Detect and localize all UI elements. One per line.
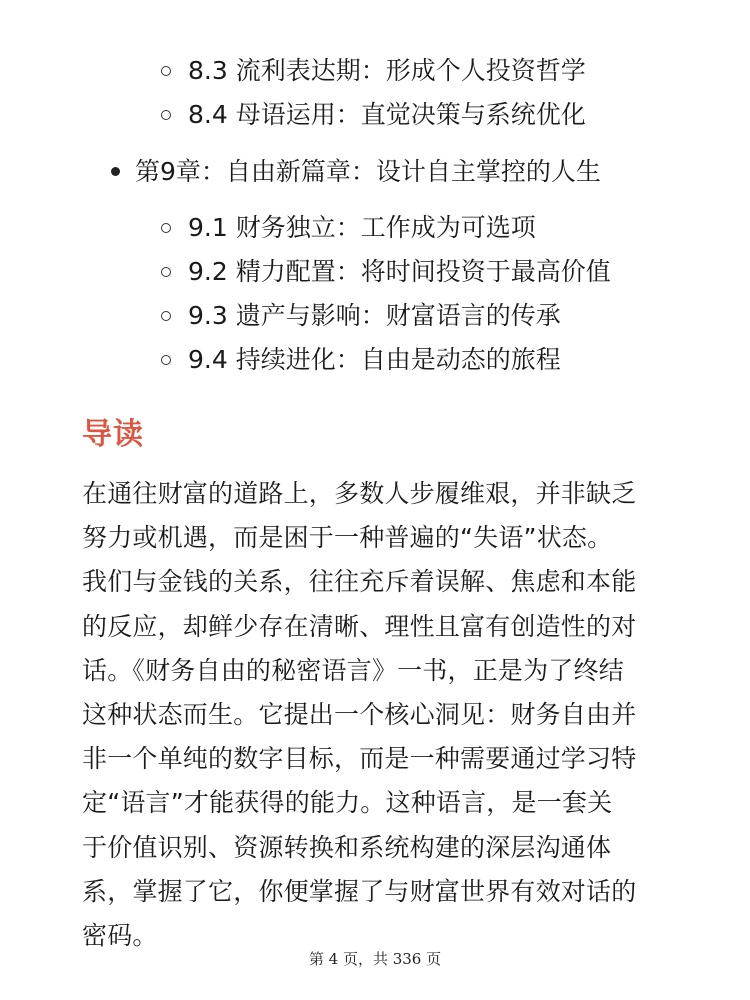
toc-chapter-9 — [135, 150, 601, 194]
paragraph-line: 努力或机遇，而是困于一种普遍的“失语”状态。 — [82, 523, 613, 553]
toc-item-label: 9.1 财务独立：工作成为可选项 — [188, 213, 536, 242]
hollow-bullet-icon — [161, 311, 171, 321]
toc-chapter-label: 第9章：自由新篇章：设计自主掌控的人生 — [135, 157, 601, 186]
paragraph-line: 话。《财务自由的秘密语言》一书，正是为了终结 — [82, 655, 624, 685]
toc-item-label: 9.4 持续进化：自由是动态的旅程 — [188, 345, 561, 374]
toc-item-label: 8.4 母语运用：直觉决策与系统优化 — [188, 100, 586, 129]
toc-item-9-4 — [188, 338, 561, 382]
paragraph-line: 于价值识别、资源转换和系统构建的深层沟通体 — [82, 832, 612, 862]
toc-item-label: 8.3 流利表达期：形成个人投资哲学 — [188, 56, 586, 85]
body-paragraph — [82, 472, 682, 958]
toc-item-9-2 — [188, 250, 611, 294]
toc-item-8-4 — [188, 93, 586, 137]
hollow-bullet-icon — [161, 267, 171, 277]
toc-item-9-3 — [188, 294, 561, 338]
hollow-bullet-icon — [161, 355, 171, 365]
paragraph-line: 密码。 — [82, 921, 158, 951]
hollow-bullet-icon — [161, 223, 171, 233]
paragraph-line: 定“语言”才能获得的能力。这种语言，是一套关 — [82, 788, 613, 818]
paragraph-line: 系，掌握了它，你便掌握了与财富世界有效对话的 — [82, 876, 637, 906]
paragraph-line: 的反应，却鲜少存在清晰、理性且富有创造性的对 — [82, 611, 637, 641]
filled-bullet-icon — [111, 167, 120, 176]
paragraph-line: 这种状态而生。它提出一个核心洞见：财务自由并 — [82, 700, 637, 730]
paragraph-line: 非一个单纯的数字目标，而是一种需要通过学习特 — [82, 744, 637, 774]
toc-item-9-1 — [188, 206, 536, 250]
hollow-bullet-icon — [161, 66, 171, 76]
toc-item-label: 9.2 精力配置：将时间投资于最高价值 — [188, 257, 611, 286]
section-heading: 导读 — [82, 417, 144, 452]
page-number-footer: 第 4 页，共 336 页 — [308, 950, 442, 968]
toc-item-label: 9.3 遗产与影响：财富语言的传承 — [188, 301, 561, 330]
hollow-bullet-icon — [161, 110, 171, 120]
toc-item-8-3 — [188, 49, 586, 93]
paragraph-line: 在通往财富的道路上，多数人步履维艰，并非缺乏 — [82, 479, 637, 508]
paragraph-line: 我们与金钱的关系，往往充斥着误解、焦虑和本能 — [82, 567, 637, 597]
